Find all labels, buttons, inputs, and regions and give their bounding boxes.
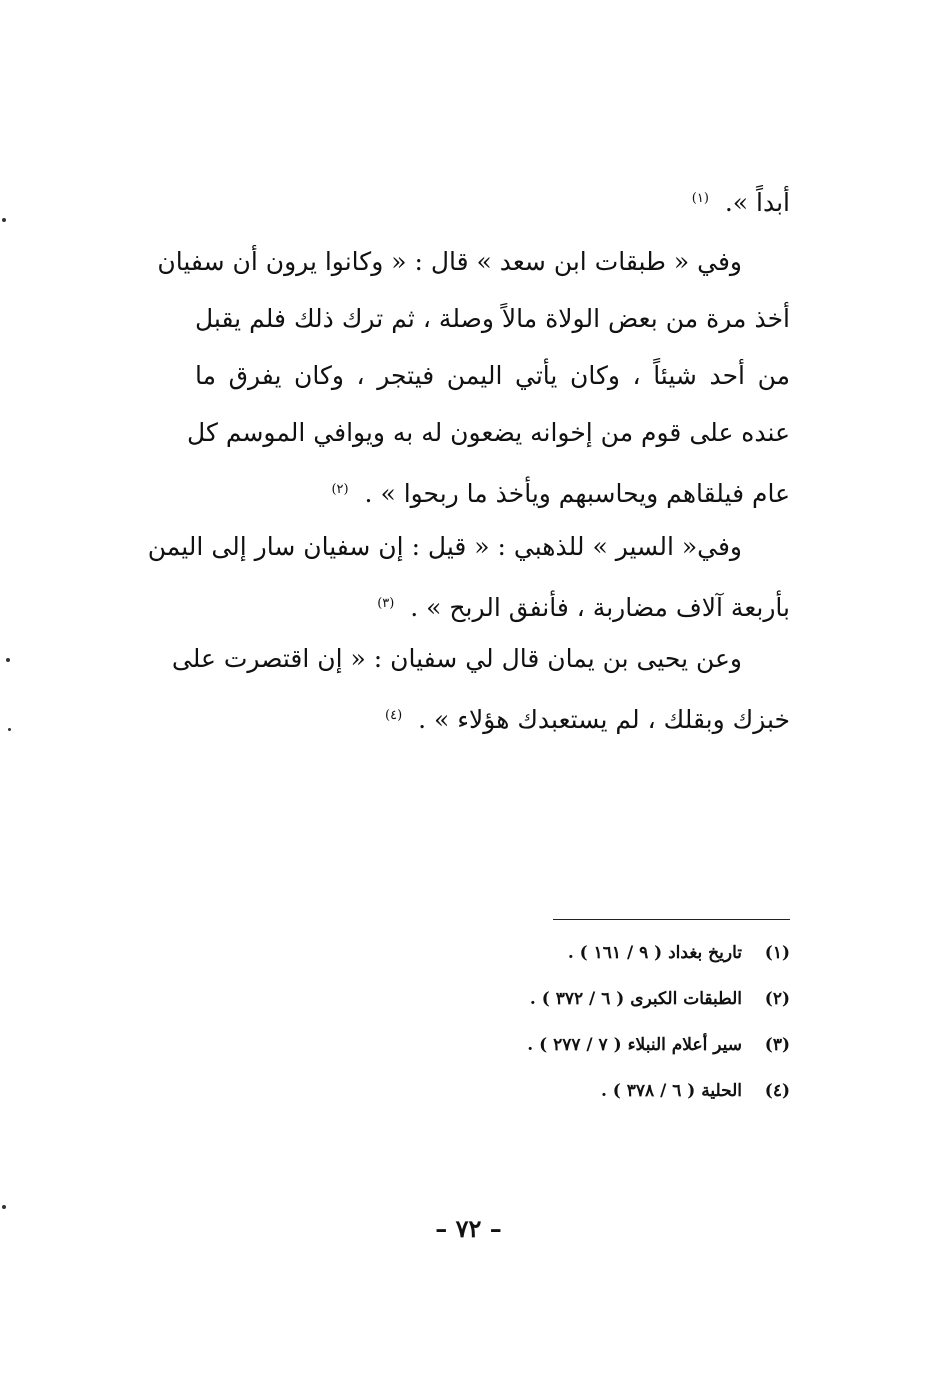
footnote-text: الحلية ( ٦ / ٣٧٨ ) .	[600, 1081, 742, 1101]
footnote-1	[300, 930, 790, 976]
paragraph-1	[195, 170, 790, 231]
paragraph-2	[157, 233, 790, 522]
scan-speck	[2, 1205, 6, 1209]
text-line: أخذ مرة من بعض الولاة مالاً وصلة ، ثم ترك ذلك فلم يقبل	[195, 304, 790, 333]
footnotes	[300, 930, 790, 1114]
page-number: – ٧٢ –	[435, 1214, 502, 1243]
scan-speck	[8, 728, 11, 731]
line-text: بأربعة آلاف مضاربة ، فأنفق الربح » .	[402, 593, 790, 622]
footnote-text: الطبقات الكبرى ( ٦ / ٣٧٢ ) .	[529, 989, 742, 1009]
text-line: وفي« السير » للذهبي : « قيل : إن سفيان سار إلى اليمن	[147, 532, 742, 561]
scan-speck	[6, 658, 10, 662]
text-line	[195, 687, 790, 748]
text-line: عنده على قوم من إخوانه يضعون له به ويوافي الموسم كل	[187, 418, 790, 447]
footnote-number: (٢)	[764, 989, 790, 1009]
footnote-4	[300, 1068, 790, 1114]
footnote-text: تاريخ بغداد ( ٩ / ١٦١ ) .	[567, 943, 742, 963]
line-text: عام فيلقاهم ويحاسبهم ويأخذ ما ربحوا » .	[356, 479, 790, 508]
text-line: وفي « طبقات ابن سعد » قال : « وكانوا يرون أن سفيان	[157, 247, 742, 276]
text-line: من أحد شيئاً ، وكان يأتي اليمن فيتجر ، وكان يفرق ما	[195, 361, 790, 390]
text-line: وعن يحيى بن يمان قال لي سفيان : « إن اقتصرت على	[171, 644, 742, 673]
footnote-text: سير أعلام النبلاء ( ٧ / ٢٧٧ ) .	[527, 1035, 742, 1055]
footnote-number: (٣)	[764, 1035, 790, 1055]
paragraph-4	[171, 630, 790, 748]
footnote-number: (١)	[764, 943, 790, 963]
text-line	[195, 170, 790, 231]
line-text: خبزك وبقلك ، لم يستعبدك هؤلاء » .	[410, 705, 790, 734]
footnote-separator	[553, 919, 790, 920]
paragraph-3	[147, 518, 790, 636]
footnote-3	[300, 1022, 790, 1068]
text-line	[195, 461, 790, 522]
footnote-ref-1: (١)	[691, 191, 709, 206]
footnote-ref-3: (٣)	[377, 596, 395, 611]
footnote-number: (٤)	[764, 1081, 790, 1101]
footnote-2	[300, 976, 790, 1022]
text-line	[195, 575, 790, 636]
footnote-ref-4: (٤)	[385, 708, 403, 723]
line-text: أبداً ».	[716, 188, 790, 217]
scan-speck	[2, 218, 6, 222]
footnote-ref-2: (٢)	[331, 482, 349, 497]
